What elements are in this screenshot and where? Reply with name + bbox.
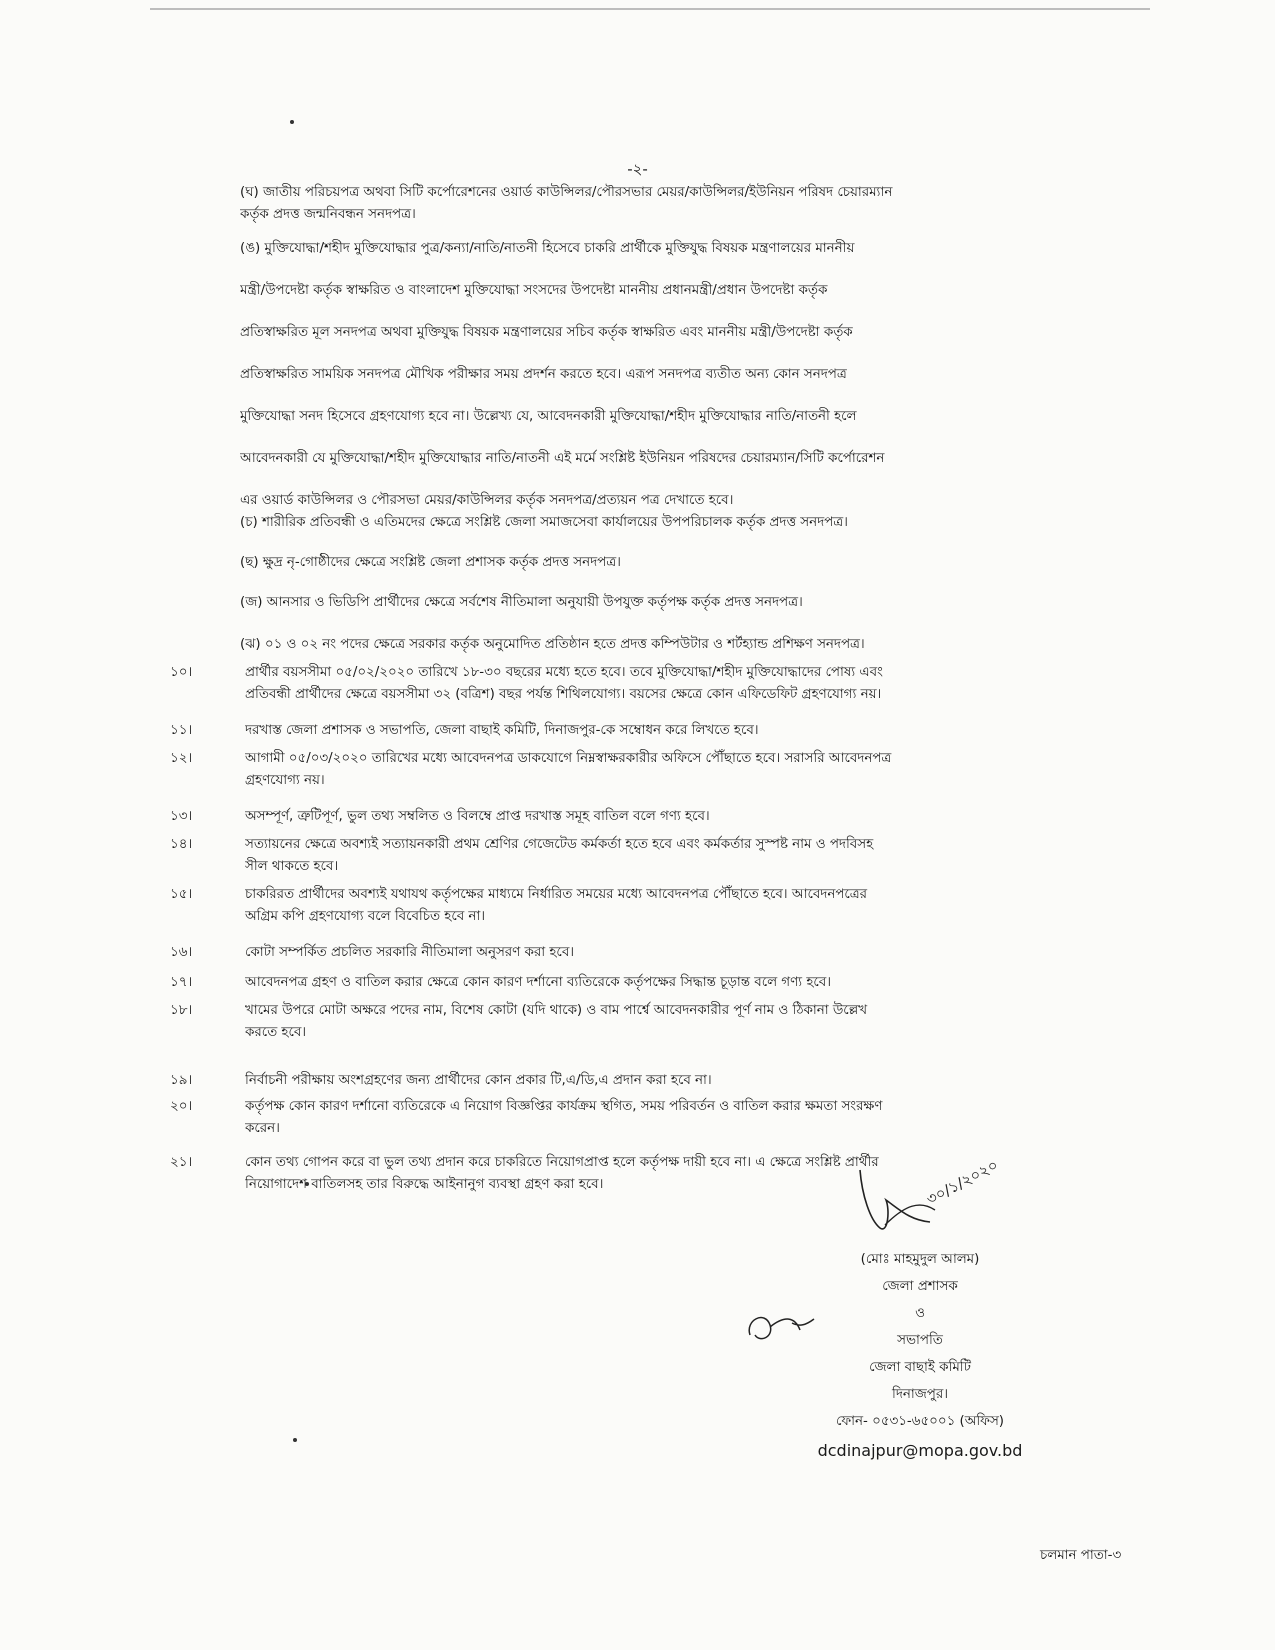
clause-marker: (জ): [240, 595, 263, 610]
item-line: করতে হবে।: [245, 1025, 307, 1040]
clause-line: কর্তৃক প্রদত্ত জন্মনিবন্ধন সনদপত্র।: [240, 207, 416, 222]
signatory-name: (মোঃ মাহমুদুল আলম): [860, 1252, 980, 1267]
clause-line: শারীরিক প্রতিবন্ধী ও এতিমদের ক্ষেত্রে সংশ্লিষ্ট জেলা সমাজসেবা কার্যালয়ের উপপরিচালক কর্তৃক প্রদত্ত সনদপত্র।: [261, 515, 848, 530]
clause-line: মন্ত্রী/উপদেষ্টা কর্তৃক স্বাক্ষরিত ও বাংলাদেশ মুক্তিযোদ্ধা সংসদের উপদেষ্টা মাননীয় প্রধানমন্ত্রী/প্রধান উপদেষ্টা কর্তৃক: [240, 283, 828, 298]
item-line: নির্বাচনী পরীক্ষায় অংশগ্রহণের জন্য প্রার্থীদের কোন প্রকার টি,এ/ডি,এ প্রদান করা হবে না।: [245, 1073, 712, 1088]
signatory-title: সভাপতি: [897, 1333, 943, 1348]
page-number: -২-: [627, 160, 648, 178]
item-text: [245, 1070, 1115, 1092]
clause-line: মুক্তিযোদ্ধা/শহীদ মুক্তিযোদ্ধার পুত্র/কন্যা/নাতি/নাতনী হিসেবে চাকরি প্রার্থীকে মুক্তিযুদ্ধ বিষয়ক মন্ত্রণালয়ের মাননীয়: [264, 241, 855, 256]
item-line: সীল থাকতে হবে।: [245, 859, 339, 874]
numbered-item-14: [170, 834, 1130, 880]
item-text: [245, 1000, 1115, 1044]
numbered-item-20: [170, 1096, 1130, 1142]
numbered-item-18: [170, 1000, 1130, 1046]
clause-marker: (চ): [240, 515, 258, 530]
numbered-item-10: [170, 662, 1130, 708]
item-number: ২০।: [170, 1099, 193, 1114]
signature-stroke: [860, 1170, 930, 1229]
clause-line: ০১ ও ০২ নং পদের ক্ষেত্রে সরকার কর্তৃক অনুমোদিত প্রতিষ্ঠান হতে প্রদত্ত কম্পিউটার ও শর্টহ্যান্ড প্রশিক্ষণ সনদপত্র।: [264, 637, 865, 652]
clause-gha: [240, 182, 1120, 226]
scan-edge-line: [150, 8, 1150, 10]
clause-marker: (ছ): [240, 555, 259, 570]
clause-marker: (ঘ): [240, 185, 259, 200]
clause-jha: [240, 634, 1120, 656]
continued-page-note: চলমান পাতা-৩: [1040, 1548, 1122, 1563]
item-number: ১০।: [170, 665, 193, 680]
item-text: [245, 720, 1115, 742]
item-number: ১২।: [170, 751, 193, 766]
clause-line: আনসার ও ভিডিপি প্রার্থীদের ক্ষেত্রে সর্বশেষ নীতিমালা অনুযায়ী উপযুক্ত কর্তৃপক্ষ কর্তৃক প্রদত্ত সনদপত্র।: [266, 595, 803, 610]
item-line: প্রার্থীর বয়সসীমা ০৫/০২/২০২০ তারিখে ১৮-৩০ বছরের মধ্যে হতে হবে। তবে মুক্তিযোদ্ধা/শহীদ মুক্তিযোদ্ধাদের পোষ্য এবং: [245, 665, 883, 680]
scan-speck: [293, 1438, 297, 1442]
item-line: খামের উপরে মোটা অক্ষরে পদের নাম, বিশেষ কোটা (যদি থাকে) ও বাম পার্শ্বে আবেদনকারীর পূর্ণ নাম ও ঠিকানা উল্লেখ: [245, 1003, 867, 1018]
item-line: অসম্পূর্ণ, ত্রুটিপূর্ণ, ভুল তথ্য সম্বলিত ও বিলম্বে প্রাপ্ত দরখাস্ত সমূহ বাতিল বলে গণ্য হবে।: [245, 809, 710, 824]
clause-line: প্রতিস্বাক্ষরিত মূল সনদপত্র অথবা মুক্তিযুদ্ধ বিষয়ক মন্ত্রণালয়ের সচিব কর্তৃক স্বাক্ষরিত এবং মাননীয় মন্ত্রী/উপদেষ্টা কর্তৃক: [240, 325, 853, 340]
clause-line: মুক্তিযোদ্ধা সনদ হিসেবে গ্রহণযোগ্য হবে না। উল্লেখ্য যে, আবেদনকারী মুক্তিযোদ্ধা/শহীদ মুক্তিযোদ্ধার নাতি/নাতনী হলে: [240, 409, 857, 424]
item-text: [245, 942, 1115, 964]
clause-marker: (ঝ): [240, 637, 261, 652]
item-text: [245, 748, 1115, 792]
item-number: ১৪।: [170, 837, 193, 852]
clause-line: ক্ষুদ্র নৃ-গোষ্ঠীদের ক্ষেত্রে সংশ্লিষ্ট জেলা প্রশাসক কর্তৃক প্রদত্ত সনদপত্র।: [262, 555, 621, 570]
item-line: আবেদনপত্র গ্রহণ ও বাতিল করার ক্ষেত্রে কোন কারণ দর্শানো ব্যতিরেকে কর্তৃপক্ষের সিদ্ধান্ত চূড়ান্ত বলে গণ্য হবে।: [245, 975, 831, 990]
item-line: আগামী ০৫/০৩/২০২০ তারিখের মধ্যে আবেদনপত্র ডাকযোগে নিম্নস্বাক্ষরকারীর অফিসে পৌঁছাতে হবে। সরাসরি আবেদনপত্র: [245, 751, 892, 766]
item-line: প্রতিবন্ধী প্রার্থীদের ক্ষেত্রে বয়সসীমা ৩২ (বত্রিশ) বছর পর্যন্ত শিথিলযোগ্য। বয়সের ক্ষেত্রে কোন এফিডেফিট গ্রহণযোগ্য নয়।: [245, 687, 882, 702]
numbered-item-15: [170, 884, 1130, 930]
item-number: ১৯।: [170, 1073, 193, 1088]
signatory-place: দিনাজপুর।: [892, 1387, 948, 1402]
signature-block: [720, 1246, 1120, 1464]
clause-line: এর ওয়ার্ড কাউন্সিলর ও পৌরসভা মেয়র/কাউন্সিলর কর্তৃক সনদপত্র/প্রত্যয়ন পত্র দেখাতে হবে।: [240, 493, 734, 508]
item-text: [245, 806, 1115, 828]
item-line: কর্তৃপক্ষ কোন কারণ দর্শানো ব্যতিরেকে এ নিয়োগ বিজ্ঞপ্তির কার্যক্রম স্থগিত, সময় পরিবর্তন ও বাতিল করার ক্ষমতা সংরক্ষণ: [245, 1099, 883, 1114]
signatory-email: dcdinajpur@mopa.gov.bd: [817, 1441, 1023, 1460]
item-line: কোটা সম্পর্কিত প্রচলিত সরকারি নীতিমালা অনুসরণ করা হবে।: [245, 945, 575, 960]
item-number: ২১।: [170, 1155, 193, 1170]
item-number: ১৭।: [170, 975, 193, 990]
clause-ja: [240, 592, 1120, 614]
item-number: ১১।: [170, 723, 193, 738]
item-number: ১৬।: [170, 945, 193, 960]
clause-umo: [240, 228, 1120, 522]
signature-date: ৩০/১/২০২০: [923, 1155, 1002, 1209]
item-text: [245, 972, 1115, 994]
item-line: করেন।: [245, 1121, 280, 1136]
signatory-title: জেলা প্রশাসক: [882, 1279, 958, 1294]
clause-chha: [240, 552, 1120, 574]
scan-speck: [290, 120, 294, 124]
item-line: কোন তথ্য গোপন করে বা ভুল তথ্য প্রদান করে চাকরিতে নিয়োগপ্রাপ্ত হলে কর্তৃপক্ষ দায়ী হবে না। এ ক্ষেত্রে সংশ্লিষ্ট প্রার্থীর: [245, 1155, 879, 1170]
item-number: ১৫।: [170, 887, 193, 902]
item-number: ১৮।: [170, 1003, 193, 1018]
handwritten-signature: [840, 1150, 1040, 1245]
clause-marker: (ঙ): [240, 241, 261, 256]
clause-line: জাতীয় পরিচয়পত্র অথবা সিটি কর্পোরেশনের ওয়ার্ড কাউন্সিলর/পৌরসভার মেয়র/কাউন্সিলর/ইউনিয়ন পরিষদ চেয়ারম্যান: [263, 185, 893, 200]
item-line: সত্যায়নের ক্ষেত্রে অবশ্যই সত্যায়নকারী প্রথম শ্রেণির গেজেটেড কর্মকর্তা হতে হবে এবং কর্মকর্তার সুস্পষ্ট নাম ও পদবিসহ: [245, 837, 874, 852]
item-line: নিয়োগাদেশ বাতিলসহ তার বিরুদ্ধে আইনানুগ ব্যবস্থা গ্রহণ করা হবে।: [245, 1177, 604, 1192]
item-line: গ্রহণযোগ্য নয়।: [245, 773, 325, 788]
item-text: [245, 884, 1115, 928]
clause-line: প্রতিস্বাক্ষরিত সাময়িক সনদপত্র মৌখিক পরীক্ষার সময় প্রদর্শন করতে হবে। এরূপ সনদপত্র ব্যতীত অন্য কোন সনদপত্র: [240, 367, 847, 382]
clause-cha: [240, 512, 1120, 534]
item-line: চাকরিরত প্রার্থীদের অবশ্যই যথাযথ কর্তৃপক্ষের মাধ্যমে নির্ধারিত সময়ের মধ্যে আবেদনপত্র পৌঁছাতে হবে। আবেদনপত্রের: [245, 887, 868, 902]
item-line: অগ্রিম কপি গ্রহণযোগ্য বলে বিবেচিত হবে না।: [245, 909, 486, 924]
signatory-conjunction: ও: [915, 1306, 925, 1321]
numbered-item-12: [170, 748, 1130, 794]
item-text: [245, 662, 1115, 706]
item-number: ১৩।: [170, 809, 193, 824]
item-text: [245, 834, 1115, 878]
signatory-phone: ফোন- ০৫৩১-৬৫০০১ (অফিস): [835, 1414, 1005, 1429]
item-line: দরখাস্ত জেলা প্রশাসক ও সভাপতি, জেলা বাছাই কমিটি, দিনাজপুর-কে সম্বোধন করে লিখতে হবে।: [245, 723, 759, 738]
signatory-title: জেলা বাছাই কমিটি: [869, 1360, 971, 1375]
item-text: [245, 1096, 1115, 1140]
clause-line: আবেদনকারী যে মুক্তিযোদ্ধা/শহীদ মুক্তিযোদ্ধার নাতি/নাতনী এই মর্মে সংশ্লিষ্ট ইউনিয়ন পরিষদের চেয়ারম্যান/সিটি কর্পোরেশন: [240, 451, 885, 466]
